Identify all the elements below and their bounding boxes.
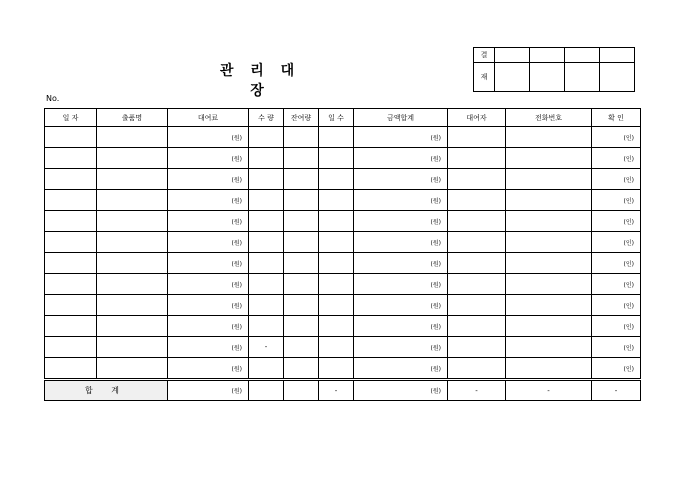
quantity-cell[interactable] (249, 169, 284, 190)
amount-total-cell[interactable]: (원) (354, 316, 448, 337)
quantity-cell[interactable] (249, 232, 284, 253)
document-number-label: No. (46, 94, 60, 103)
remaining-cell[interactable] (284, 190, 319, 211)
rental-fee-cell[interactable]: (원) (168, 337, 249, 358)
column-header: 금액합계 (354, 109, 448, 127)
item-name-cell[interactable] (97, 274, 168, 295)
date-cell[interactable] (45, 316, 97, 337)
table-row (45, 169, 641, 190)
column-header: 전화번호 (506, 109, 592, 127)
amount-total-cell[interactable]: (원) (354, 148, 448, 169)
date-cell[interactable] (45, 169, 97, 190)
lender-cell[interactable] (448, 127, 506, 148)
table-row (45, 358, 641, 380)
rental-fee-cell[interactable]: (원) (168, 211, 249, 232)
rental-fee-cell[interactable]: (원) (168, 127, 249, 148)
amount-total-cell[interactable]: (원) (354, 169, 448, 190)
amount-total-cell[interactable]: (원) (354, 358, 448, 380)
quantity-cell[interactable] (249, 274, 284, 295)
lender-cell[interactable] (448, 274, 506, 295)
table-row (45, 211, 641, 232)
table-row (45, 232, 641, 253)
item-name-cell[interactable] (97, 358, 168, 380)
amount-total-cell[interactable]: (원) (354, 295, 448, 316)
phone-cell[interactable] (506, 274, 592, 295)
phone-cell[interactable] (506, 232, 592, 253)
days-cell[interactable] (319, 232, 354, 253)
rental-fee-cell[interactable]: (원) (168, 232, 249, 253)
amount-total-cell[interactable]: (원) (354, 232, 448, 253)
lender-cell[interactable] (448, 148, 506, 169)
date-cell[interactable] (45, 190, 97, 211)
quantity-cell[interactable] (249, 358, 284, 380)
confirm-cell[interactable]: (인) (592, 253, 641, 274)
total-confirm-cell[interactable]: - (592, 380, 641, 401)
quantity-cell[interactable] (249, 316, 284, 337)
phone-cell[interactable] (506, 190, 592, 211)
total-rental-fee-cell[interactable]: (원) (168, 380, 249, 401)
item-name-cell[interactable] (97, 148, 168, 169)
lender-cell[interactable] (448, 211, 506, 232)
quantity-cell[interactable] (249, 127, 284, 148)
amount-total-cell[interactable]: (원) (354, 274, 448, 295)
days-cell[interactable] (319, 211, 354, 232)
approval-title-cell[interactable] (600, 48, 635, 63)
quantity-cell[interactable] (249, 190, 284, 211)
total-lender-cell[interactable]: - (448, 380, 506, 401)
days-cell[interactable] (319, 358, 354, 380)
quantity-cell[interactable]: - (249, 337, 284, 358)
days-cell[interactable] (319, 274, 354, 295)
column-header: 출품명 (97, 109, 168, 127)
phone-cell[interactable] (506, 337, 592, 358)
item-name-cell[interactable] (97, 211, 168, 232)
total-remaining-cell[interactable] (284, 380, 319, 401)
rental-fee-cell[interactable]: (원) (168, 358, 249, 380)
rental-fee-cell[interactable]: (원) (168, 253, 249, 274)
item-name-cell[interactable] (97, 316, 168, 337)
remaining-cell[interactable] (284, 148, 319, 169)
item-name-cell[interactable] (97, 127, 168, 148)
amount-total-cell[interactable]: (원) (354, 211, 448, 232)
remaining-cell[interactable] (284, 358, 319, 380)
date-cell[interactable] (45, 295, 97, 316)
table-row (45, 253, 641, 274)
remaining-cell[interactable] (284, 169, 319, 190)
total-amount-cell[interactable]: (원) (354, 380, 448, 401)
date-cell[interactable] (45, 253, 97, 274)
approval-sign-cell[interactable] (530, 63, 565, 92)
approval-sign-cell[interactable] (495, 63, 530, 92)
days-cell[interactable] (319, 190, 354, 211)
amount-total-cell[interactable]: (원) (354, 253, 448, 274)
date-cell[interactable] (45, 358, 97, 380)
phone-cell[interactable] (506, 148, 592, 169)
rental-fee-cell[interactable]: (원) (168, 274, 249, 295)
ledger-table (44, 108, 641, 401)
confirm-cell[interactable]: (인) (592, 127, 641, 148)
days-cell[interactable] (319, 253, 354, 274)
rental-fee-cell[interactable]: (원) (168, 169, 249, 190)
days-cell[interactable] (319, 295, 354, 316)
days-cell[interactable] (319, 337, 354, 358)
lender-cell[interactable] (448, 337, 506, 358)
days-cell[interactable] (319, 169, 354, 190)
amount-total-cell[interactable]: (원) (354, 190, 448, 211)
remaining-cell[interactable] (284, 274, 319, 295)
item-name-cell[interactable] (97, 253, 168, 274)
lender-cell[interactable] (448, 232, 506, 253)
confirm-cell[interactable]: (인) (592, 295, 641, 316)
confirm-cell[interactable]: (인) (592, 274, 641, 295)
approval-sign-cell[interactable] (600, 63, 635, 92)
phone-cell[interactable] (506, 169, 592, 190)
lender-cell[interactable] (448, 316, 506, 337)
date-cell[interactable] (45, 148, 97, 169)
table-row (45, 337, 641, 358)
rental-fee-cell[interactable]: (원) (168, 316, 249, 337)
amount-total-cell[interactable]: (원) (354, 127, 448, 148)
total-days-cell[interactable]: - (319, 380, 354, 401)
quantity-cell[interactable] (249, 211, 284, 232)
item-name-cell[interactable] (97, 169, 168, 190)
phone-cell[interactable] (506, 253, 592, 274)
phone-cell[interactable] (506, 358, 592, 380)
approval-label-top: 결 (474, 48, 495, 63)
remaining-cell[interactable] (284, 211, 319, 232)
table-row (45, 295, 641, 316)
column-header: 확 인 (592, 109, 641, 127)
amount-total-cell[interactable]: (원) (354, 337, 448, 358)
date-cell[interactable] (45, 127, 97, 148)
approval-title-cell[interactable] (530, 48, 565, 63)
total-label: 합 계 (45, 380, 168, 401)
rental-fee-cell[interactable]: (원) (168, 295, 249, 316)
item-name-cell[interactable] (97, 337, 168, 358)
remaining-cell[interactable] (284, 337, 319, 358)
column-header: 일 자 (45, 109, 97, 127)
rental-fee-cell[interactable]: (원) (168, 148, 249, 169)
item-name-cell[interactable] (97, 232, 168, 253)
column-header: 일 수 (319, 109, 354, 127)
confirm-cell[interactable]: (인) (592, 316, 641, 337)
approval-label-bottom: 재 (474, 63, 495, 92)
days-cell[interactable] (319, 148, 354, 169)
table-row (45, 127, 641, 148)
table-row (45, 316, 641, 337)
lender-cell[interactable] (448, 295, 506, 316)
table-row (45, 148, 641, 169)
table-header-row (45, 109, 641, 127)
remaining-cell[interactable] (284, 253, 319, 274)
item-name-cell[interactable] (97, 295, 168, 316)
date-cell[interactable] (45, 211, 97, 232)
total-quantity-cell[interactable] (249, 380, 284, 401)
date-cell[interactable] (45, 337, 97, 358)
page-title: 관 리 대 장 (219, 63, 301, 99)
remaining-cell[interactable] (284, 316, 319, 337)
days-cell[interactable] (319, 127, 354, 148)
phone-cell[interactable] (506, 316, 592, 337)
column-header: 잔여량 (284, 109, 319, 127)
confirm-cell[interactable]: (인) (592, 337, 641, 358)
lender-cell[interactable] (448, 253, 506, 274)
column-header: 수 량 (249, 109, 284, 127)
table-row (45, 274, 641, 295)
remaining-cell[interactable] (284, 127, 319, 148)
item-name-cell[interactable] (97, 190, 168, 211)
quantity-cell[interactable] (249, 295, 284, 316)
column-header: 대여료 (168, 109, 249, 127)
confirm-cell[interactable]: (인) (592, 232, 641, 253)
column-header: 대여자 (448, 109, 506, 127)
confirm-cell[interactable]: (인) (592, 190, 641, 211)
approval-sign-cell[interactable] (565, 63, 600, 92)
confirm-cell[interactable]: (인) (592, 211, 641, 232)
table-row (45, 190, 641, 211)
total-phone-cell[interactable]: - (506, 380, 592, 401)
total-row (45, 380, 641, 401)
remaining-cell[interactable] (284, 295, 319, 316)
quantity-cell[interactable] (249, 148, 284, 169)
rental-fee-cell[interactable]: (원) (168, 190, 249, 211)
confirm-cell[interactable]: (인) (592, 169, 641, 190)
approval-box (473, 47, 635, 92)
phone-cell[interactable] (506, 295, 592, 316)
lender-cell[interactable] (448, 358, 506, 380)
date-cell[interactable] (45, 232, 97, 253)
remaining-cell[interactable] (284, 232, 319, 253)
lender-cell[interactable] (448, 169, 506, 190)
approval-title-cell[interactable] (495, 48, 530, 63)
date-cell[interactable] (45, 274, 97, 295)
quantity-cell[interactable] (249, 253, 284, 274)
confirm-cell[interactable]: (인) (592, 358, 641, 380)
lender-cell[interactable] (448, 190, 506, 211)
days-cell[interactable] (319, 316, 354, 337)
phone-cell[interactable] (506, 127, 592, 148)
approval-title-cell[interactable] (565, 48, 600, 63)
phone-cell[interactable] (506, 211, 592, 232)
confirm-cell[interactable]: (인) (592, 148, 641, 169)
